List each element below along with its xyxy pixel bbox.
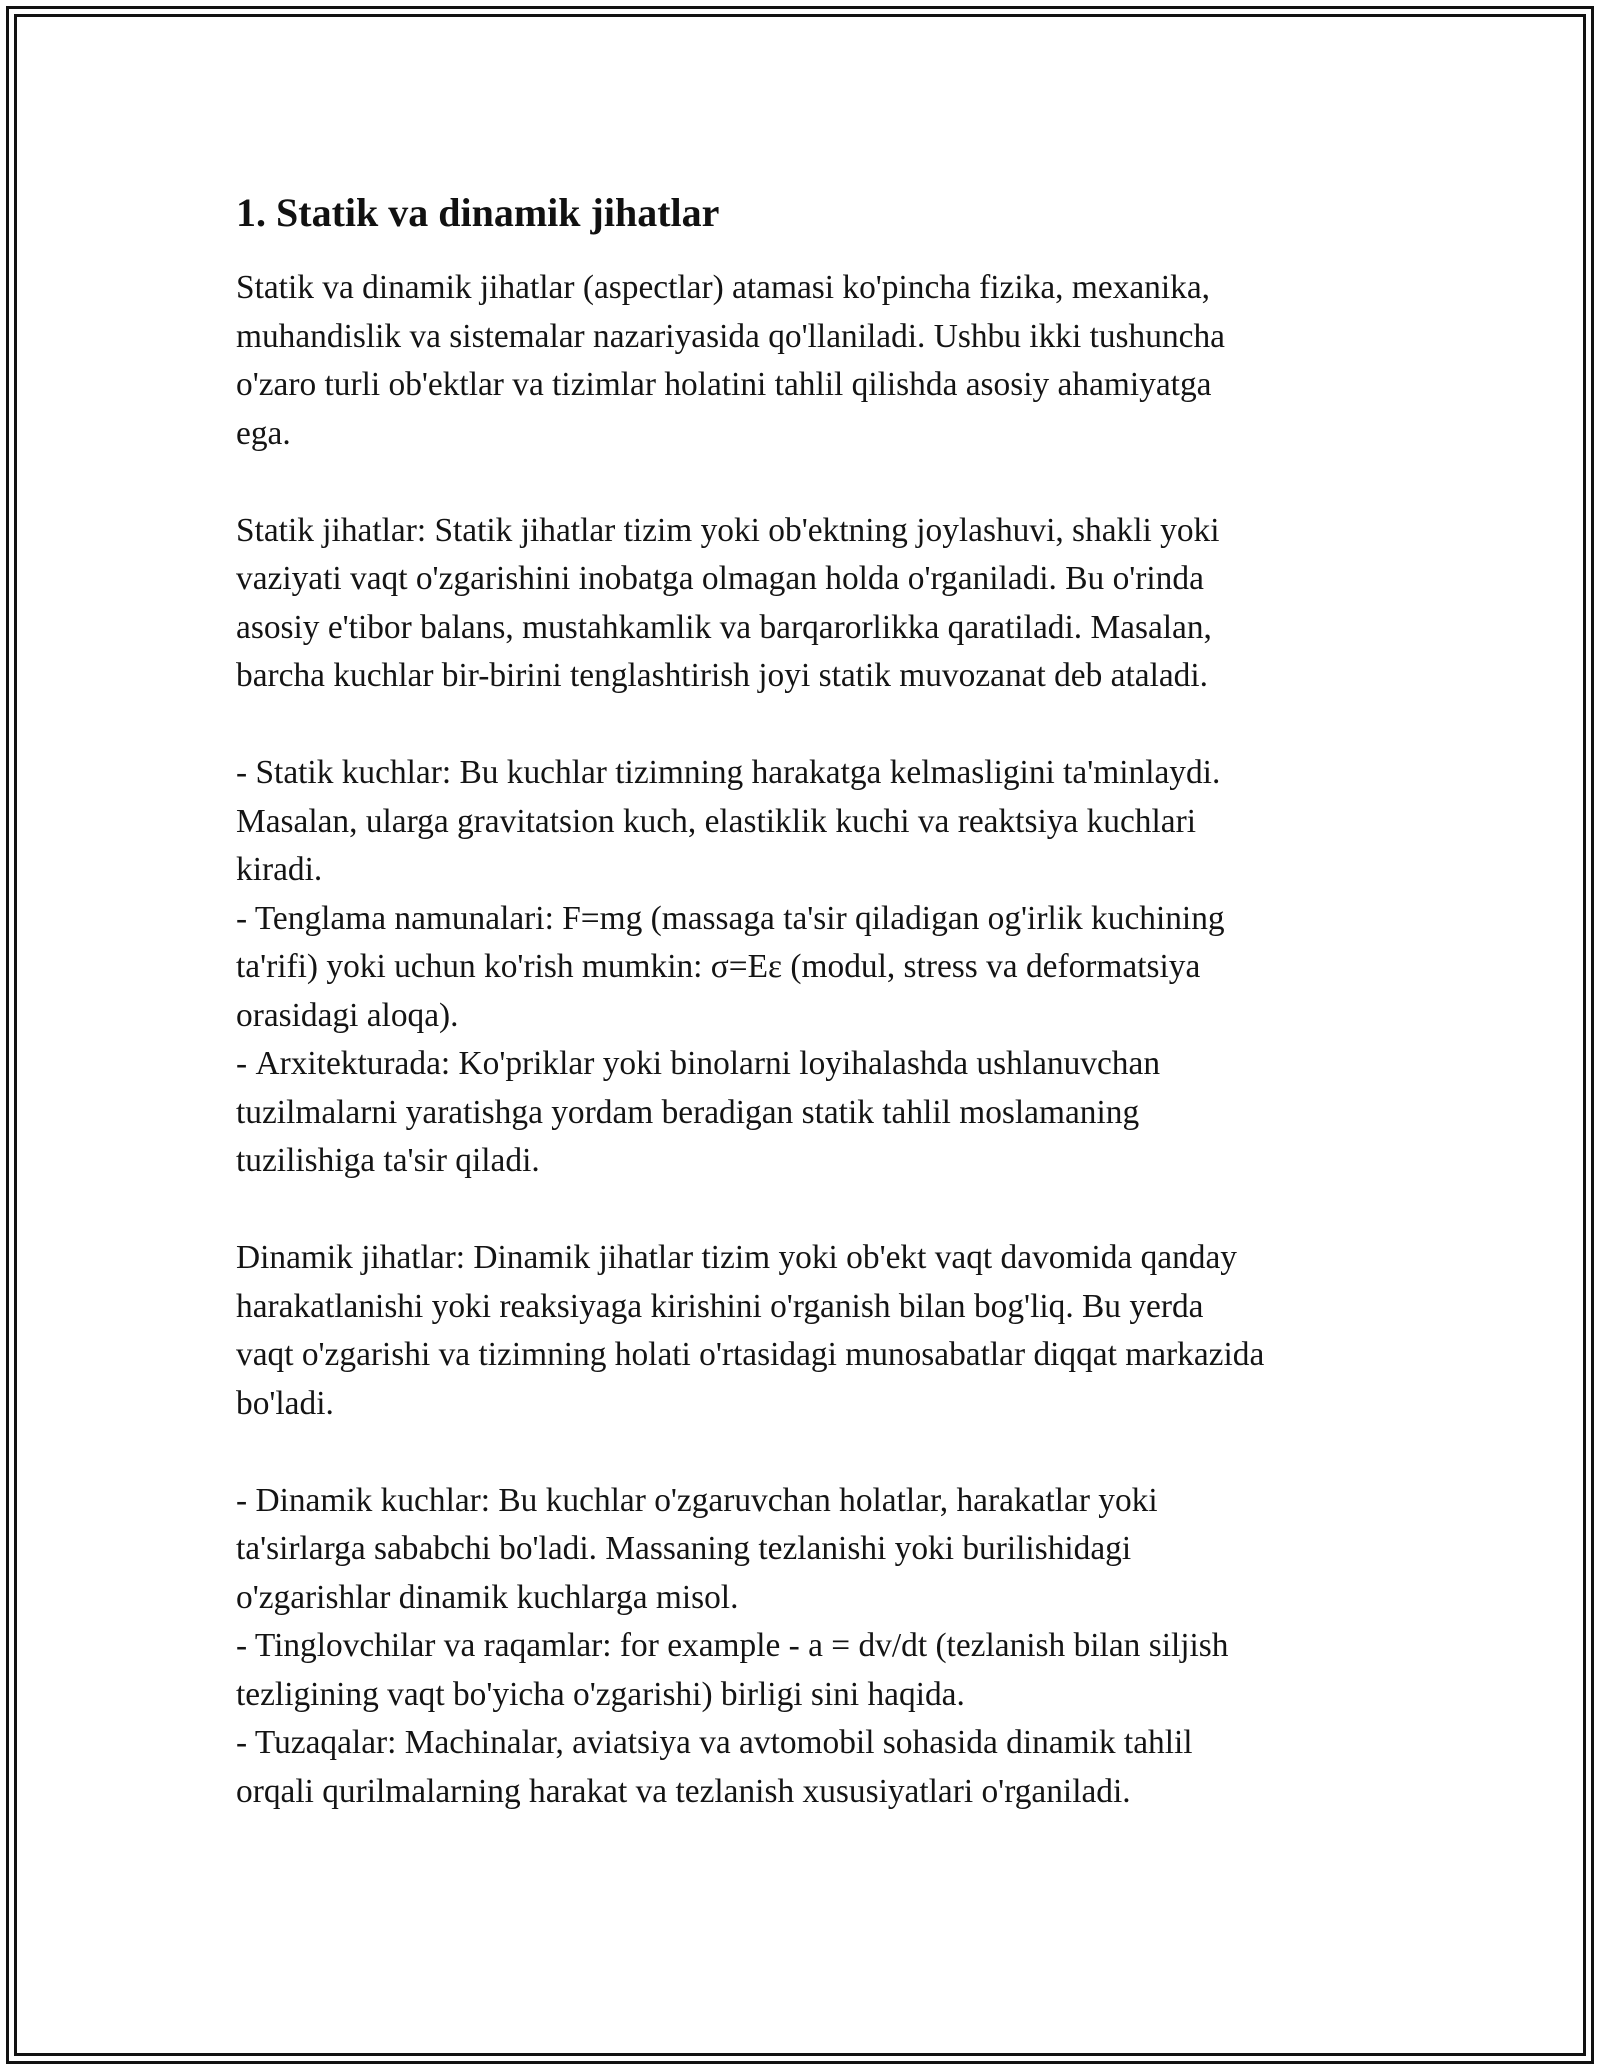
dynamic-aspects-paragraph: Dinamik jihatlar: Dinamik jihatlar tizim yoki ob'ekt vaqt davomida qanday harakatlanishi yoki reaksiyaga kirishini o'rganish bilan bog'liq. Bu yerda vaqt o'zgarishi va tizimning holati o'rtasidagi munosabatlar diqqat markazida bo'ladi. bbox=[236, 1239, 1265, 1422]
paragraph-spacer bbox=[236, 701, 1386, 750]
intro-paragraph: Statik va dinamik jihatlar (aspectlar) atamasi ko'pincha fizika, mexanika, muhandislik va sistemalar nazariyasida qo'llaniladi. Ushbu ikki tushuncha o'zaro turli ob'ektlar va tizimlar holatini tahlil qilishda asosiy ahamiyatga ega. bbox=[236, 269, 1225, 452]
section-heading: 1. Statik va dinamik jihatlar bbox=[236, 190, 720, 235]
paragraph-spacer bbox=[236, 1186, 1386, 1235]
static-aspects-paragraph: Statik jihatlar: Statik jihatlar tizim yoki ob'ektning joylashuvi, shakli yoki vaziyati vaqt o'zgarishini inobatga olmagan holda o'rganiladi. Bu o'rinda asosiy e'tibor balans, mustahkamlik va barqarorlikka qaratiladi. Masalan, barcha kuchlar bir-birini tenglashtirish joyi statik muvozanat deb ataladi. bbox=[236, 511, 1220, 694]
dynamic-aspects-list: - Dinamik kuchlar: Bu kuchlar o'zgaruvchan holatlar, harakatlar yoki ta'sirlarga sababchi bo'ladi. Massaning tezlanishi yoki burilishidagi o'zgarishlar dinamik kuchlarga misol. - Tinglovchilar va raqamlar: for example - a = dv/dt (tezlanish bilan siljish tezligining vaqt bo'yicha o'zgarishi) birligi sini haqida. - Tuzaqalar: Machinalar, aviatsiya va avtomobil sohasida dinamik tahlil orqali qurilmalarning harakat va tezlanish xususiyatlari o'rganiladi. bbox=[236, 1481, 1229, 1810]
paragraph-spacer bbox=[236, 1428, 1386, 1477]
document-body bbox=[236, 184, 1386, 1816]
static-aspects-list: - Statik kuchlar: Bu kuchlar tizimning harakatga kelmasligini ta'minlaydi. Masalan, ularga gravitatsion kuch, elastiklik kuchi va reaktsiya kuchlari kiradi. - Tenglama namunalari: F=mg (massaga ta'sir qiladigan og'irlik kuchining ta'rifi) yoki uchun ko'rish mumkin: σ=Eε (modul, stress va deformatsiya orasidagi aloqa). - Arxitekturada: Ko'priklar yoki binolarni loyihalashda ushlanuvchan tuzilmalarni yaratishga yordam beradigan statik tahlil moslamaning tuzilishiga ta'sir qiladi. bbox=[236, 754, 1225, 1179]
paragraph-spacer bbox=[236, 458, 1386, 507]
